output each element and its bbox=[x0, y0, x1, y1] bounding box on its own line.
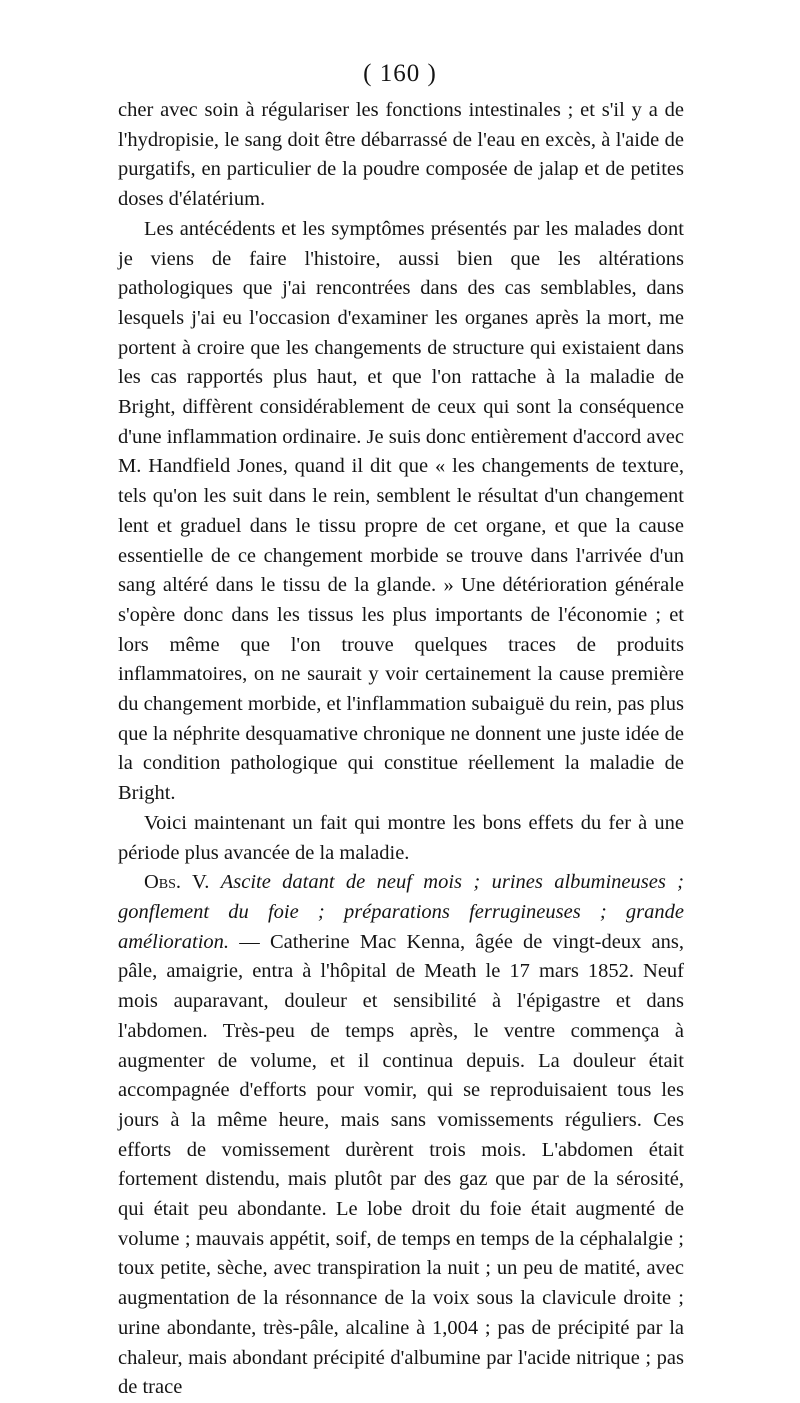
paragraph-antecedents: Les antécédents et les symptômes présentés par les malades dont je viens de faire l'histoire, aussi bien que les altérations pathologiques que j'ai rencontrées dans des cas semblables, dans lesquels j'ai eu l'occasion d'examiner les organes après la mort, me portent à croire que les changements de structure qui existaient dans les cas rapportés plus haut, et que l'on rattache à la maladie de Bright, diffèrent considérablement de ceux qui sont la conséquence d'une inflammation ordinaire. Je suis donc entièrement d'accord avec M. Handfield Jones, quand il dit que « les changements de texture, tels qu'on les suit dans le rein, semblent le résultat d'un changement lent et graduel dans le tissu propre de cet organe, et que la cause essentielle de ce changement morbide se trouve dans l'arrivée d'un sang altéré dans le tissu de la glande. » Une détérioration générale s'opère donc dans les tissus les plus importants de l'économie ; et lors même que l'on trouve quelques traces de produits inflammatoires, on ne saurait y voir certainement la cause première du changement morbide, et l'inflammation subaiguë du rein, pas plus que la néphrite desquamative chronique ne donnent une juste idée de la condition pathologique qui constitue réellement la maladie de Bright. bbox=[118, 217, 684, 805]
observation-body: — Catherine Mac Kenna, âgée de vingt-deux ans, pâle, amaigrie, entra à l'hôpital de Meath le 17 mars 1852. Neuf mois auparavant, douleur et sensibilité à l'épigastre et dans l'abdomen. Très-peu de temps après, le ventre commença à augmenter de volume, et il continua depuis. La douleur était accompagnée d'efforts pour vomir, qui se reproduisaient tous les jours à la même heure, mais sans vomissements réguliers. Ces efforts de vomissement durèrent trois mois. L'abdomen était fortement distendu, mais plutôt par des gaz que par de la sérosité, qui était peu abondante. Le lobe droit du foie était augmenté de volume ; mauvais appétit, soif, de temps en temps de la céphalalgie ; toux petite, sèche, avec transpiration la nuit ; un peu de matité, avec augmentation de la résonnance de la voix sous la clavicule droite ; urine abondante, très-pâle, alcaline à 1,004 ; pas de précipité par la chaleur, mais abondant précipité d'albumine par l'acide nitrique ; pas de trace bbox=[118, 930, 685, 1399]
body-text bbox=[118, 96, 684, 1403]
page-number: ( 160 ) bbox=[363, 60, 437, 87]
paragraph-observation-5 bbox=[118, 868, 684, 1403]
observation-label: Obs. V. bbox=[144, 871, 210, 894]
paragraph-continuation: cher avec soin à régulariser les fonctions intestinales ; et s'il y a de l'hydropisie, le sang doit être débarrassé de l'eau en excès, à l'aide de purgatifs, en particulier de la poudre composée de jalap et de petites doses d'élatérium. bbox=[118, 99, 684, 211]
paragraph-fer-intro: Voici maintenant un fait qui montre les bons effets du fer à une période plus avancée de la maladie. bbox=[118, 811, 684, 864]
observation-title: Ascite datant de neuf mois ; urines albumineuses ; gonflement du foie ; préparations ferrugineuses ; grande amélioration. bbox=[118, 871, 684, 953]
